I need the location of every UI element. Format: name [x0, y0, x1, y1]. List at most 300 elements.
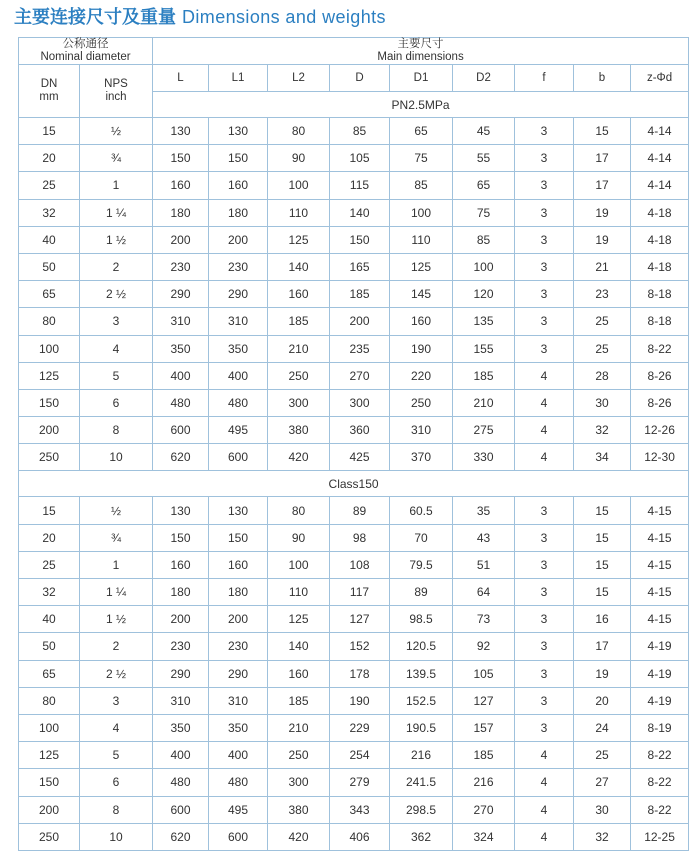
header-row-2 [19, 65, 689, 92]
dn-cell: 65 [19, 281, 80, 308]
column-header: L1 [209, 65, 268, 92]
table-cell: 4-14 [631, 118, 689, 145]
table-cell: 115 [330, 172, 390, 199]
nominal-cn: 公称通径 [62, 38, 109, 50]
table-cell: 4-14 [631, 172, 689, 199]
table-cell: 17 [574, 172, 631, 199]
nps-cell: 10 [80, 444, 153, 471]
table-cell: 160 [268, 660, 330, 687]
table-cell: 27 [574, 769, 631, 796]
dn-cell: 15 [19, 497, 80, 524]
table-cell: 310 [209, 687, 268, 714]
table-cell: 230 [153, 633, 209, 660]
table-cell: 4-19 [631, 687, 689, 714]
table-cell: 150 [209, 145, 268, 172]
table-cell: 420 [268, 823, 330, 850]
table-cell: 98.5 [390, 606, 453, 633]
nps-cell: 3 [80, 308, 153, 335]
table-cell: 495 [209, 417, 268, 444]
nps-unit: inch [105, 91, 127, 103]
table-cell: 4-15 [631, 579, 689, 606]
table-cell: 45 [453, 118, 515, 145]
nps-cell: 1 ¼ [80, 199, 153, 226]
table-cell: 8-18 [631, 308, 689, 335]
table-cell: 350 [153, 335, 209, 362]
table-cell: 130 [209, 118, 268, 145]
column-header: f [515, 65, 574, 92]
table-cell: 290 [153, 660, 209, 687]
table-cell: 165 [330, 253, 390, 280]
table-cell: 140 [330, 199, 390, 226]
table-row [19, 253, 689, 280]
table-cell: 185 [453, 362, 515, 389]
table-cell: 3 [515, 524, 574, 551]
table-cell: 127 [453, 687, 515, 714]
dn-cell: 100 [19, 335, 80, 362]
table-cell: 25 [574, 742, 631, 769]
table-cell: 250 [268, 742, 330, 769]
dn-cell: 250 [19, 444, 80, 471]
table-row [19, 118, 689, 145]
dn-cell: 80 [19, 308, 80, 335]
table-cell: 12-25 [631, 823, 689, 850]
table-cell: 350 [153, 714, 209, 741]
table-cell: 15 [574, 497, 631, 524]
nps-cell: ½ [80, 497, 153, 524]
table-cell: 300 [268, 389, 330, 416]
table-cell: 185 [268, 687, 330, 714]
table-cell: 135 [453, 308, 515, 335]
table-cell: 4-18 [631, 253, 689, 280]
table-cell: 180 [153, 579, 209, 606]
table-cell: 3 [515, 253, 574, 280]
dn-label: DN [40, 78, 58, 90]
table-cell: 73 [453, 606, 515, 633]
table-row [19, 796, 689, 823]
dn-cell: 50 [19, 253, 80, 280]
dn-cell: 200 [19, 417, 80, 444]
nps-cell: ¾ [80, 145, 153, 172]
table-cell: 4-15 [631, 497, 689, 524]
table-cell: 160 [209, 172, 268, 199]
table-cell: 330 [453, 444, 515, 471]
table-cell: 100 [268, 551, 330, 578]
table-cell: 3 [515, 199, 574, 226]
table-cell: 85 [390, 172, 453, 199]
nps-cell: 8 [80, 417, 153, 444]
table-cell: 24 [574, 714, 631, 741]
table-cell: 125 [268, 606, 330, 633]
table-cell: 17 [574, 633, 631, 660]
table-row [19, 823, 689, 850]
table-cell: 150 [153, 524, 209, 551]
column-header: b [574, 65, 631, 92]
table-cell: 4-15 [631, 524, 689, 551]
table-cell: 160 [268, 281, 330, 308]
table-cell: 16 [574, 606, 631, 633]
table-cell: 229 [330, 714, 390, 741]
table-cell: 480 [209, 769, 268, 796]
table-cell: 200 [330, 308, 390, 335]
table-cell: 30 [574, 796, 631, 823]
table-cell: 400 [209, 742, 268, 769]
table-cell: 4 [515, 742, 574, 769]
table-row [19, 687, 689, 714]
table-cell: 152 [330, 633, 390, 660]
table-cell: 270 [453, 796, 515, 823]
table-row [19, 389, 689, 416]
dn-cell: 80 [19, 687, 80, 714]
nps-cell: 8 [80, 796, 153, 823]
table-cell: 150 [330, 226, 390, 253]
table-cell: 4-18 [631, 226, 689, 253]
table-cell: 89 [390, 579, 453, 606]
dn-cell: 32 [19, 199, 80, 226]
table-row [19, 226, 689, 253]
table-cell: 4 [515, 796, 574, 823]
table-cell: 310 [153, 687, 209, 714]
nps-cell: ¾ [80, 524, 153, 551]
table-cell: 8-22 [631, 742, 689, 769]
table-cell: 23 [574, 281, 631, 308]
table-cell: 30 [574, 389, 631, 416]
table-cell: 279 [330, 769, 390, 796]
table-cell: 15 [574, 524, 631, 551]
table-cell: 110 [390, 226, 453, 253]
table-cell: 324 [453, 823, 515, 850]
page-title [14, 3, 386, 31]
table-cell: 4-18 [631, 199, 689, 226]
table-cell: 12-26 [631, 417, 689, 444]
table-cell: 230 [209, 253, 268, 280]
title-en: Dimensions and weights [182, 7, 386, 27]
table-cell: 3 [515, 606, 574, 633]
table-cell: 230 [209, 633, 268, 660]
table-cell: 105 [453, 660, 515, 687]
table-cell: 275 [453, 417, 515, 444]
table-row [19, 199, 689, 226]
dn-cell: 200 [19, 796, 80, 823]
table-cell: 270 [330, 362, 390, 389]
table-cell: 380 [268, 796, 330, 823]
table-cell: 400 [153, 362, 209, 389]
table-cell: 3 [515, 687, 574, 714]
nps-cell: 4 [80, 714, 153, 741]
table-row [19, 524, 689, 551]
table-cell: 85 [330, 118, 390, 145]
table-cell: 8-26 [631, 362, 689, 389]
column-header: D [330, 65, 390, 92]
table-cell: 4 [515, 389, 574, 416]
table-cell: 3 [515, 660, 574, 687]
table-cell: 8-18 [631, 281, 689, 308]
table-cell: 495 [209, 796, 268, 823]
dimensions-table [18, 37, 689, 851]
nps-cell: 1 ¼ [80, 579, 153, 606]
nps-cell: 1 ½ [80, 606, 153, 633]
table-cell: 310 [209, 308, 268, 335]
table-cell: 343 [330, 796, 390, 823]
main-en: Main dimensions [377, 51, 464, 63]
table-cell: 130 [153, 497, 209, 524]
table-cell: 75 [390, 145, 453, 172]
nps-cell: 4 [80, 335, 153, 362]
table-cell: 3 [515, 551, 574, 578]
table-cell: 140 [268, 633, 330, 660]
table-cell: 600 [209, 444, 268, 471]
table-cell: 180 [209, 199, 268, 226]
table-row [19, 660, 689, 687]
table-cell: 8-22 [631, 769, 689, 796]
table-row [19, 362, 689, 389]
table-cell: 220 [390, 362, 453, 389]
nps-cell: 5 [80, 742, 153, 769]
table-cell: 230 [153, 253, 209, 280]
section-label: PN2.5MPa [153, 92, 689, 118]
table-row [19, 281, 689, 308]
table-row [19, 579, 689, 606]
table-cell: 620 [153, 444, 209, 471]
table-cell: 19 [574, 226, 631, 253]
table-cell: 310 [390, 417, 453, 444]
table-cell: 43 [453, 524, 515, 551]
nps-cell: 6 [80, 389, 153, 416]
dn-cell: 25 [19, 172, 80, 199]
table-cell: 35 [453, 497, 515, 524]
table-cell: 4 [515, 823, 574, 850]
table-cell: 250 [390, 389, 453, 416]
table-cell: 600 [153, 796, 209, 823]
table-cell: 139.5 [390, 660, 453, 687]
table-cell: 120.5 [390, 633, 453, 660]
table-cell: 4-19 [631, 660, 689, 687]
table-cell: 19 [574, 199, 631, 226]
table-cell: 4 [515, 769, 574, 796]
dn-cell: 125 [19, 362, 80, 389]
table-cell: 117 [330, 579, 390, 606]
table-cell: 290 [209, 660, 268, 687]
dn-cell: 40 [19, 606, 80, 633]
table-cell: 51 [453, 551, 515, 578]
table-row [19, 633, 689, 660]
table-cell: 110 [268, 199, 330, 226]
nps-cell: 3 [80, 687, 153, 714]
table-cell: 60.5 [390, 497, 453, 524]
table-cell: 4-14 [631, 145, 689, 172]
table-cell: 80 [268, 118, 330, 145]
table-cell: 425 [330, 444, 390, 471]
table-cell: 25 [574, 308, 631, 335]
table-cell: 105 [330, 145, 390, 172]
table-row [19, 769, 689, 796]
table-cell: 254 [330, 742, 390, 769]
table-row [19, 497, 689, 524]
table-cell: 80 [268, 497, 330, 524]
dn-cell: 65 [19, 660, 80, 687]
table-cell: 75 [453, 199, 515, 226]
table-cell: 17 [574, 145, 631, 172]
table-cell: 65 [453, 172, 515, 199]
table-cell: 15 [574, 118, 631, 145]
table-cell: 90 [268, 145, 330, 172]
table-row [19, 742, 689, 769]
table-row [19, 551, 689, 578]
nominal-diameter-header [19, 38, 153, 65]
table-cell: 34 [574, 444, 631, 471]
table-cell: 480 [153, 389, 209, 416]
table-cell: 160 [209, 551, 268, 578]
dn-cell: 20 [19, 145, 80, 172]
table-cell: 3 [515, 335, 574, 362]
dn-cell: 100 [19, 714, 80, 741]
nps-cell: 1 ½ [80, 226, 153, 253]
table-cell: 15 [574, 551, 631, 578]
table-cell: 3 [515, 172, 574, 199]
table-cell: 85 [453, 226, 515, 253]
table-cell: 150 [153, 145, 209, 172]
table-cell: 160 [390, 308, 453, 335]
section-row [19, 471, 689, 497]
table-cell: 3 [515, 714, 574, 741]
nps-header [80, 65, 153, 118]
table-cell: 200 [209, 606, 268, 633]
table-cell: 4 [515, 362, 574, 389]
table-cell: 310 [153, 308, 209, 335]
table-cell: 21 [574, 253, 631, 280]
table-cell: 8-22 [631, 335, 689, 362]
nps-cell: 2 [80, 253, 153, 280]
table-cell: 210 [268, 335, 330, 362]
table-cell: 79.5 [390, 551, 453, 578]
table-cell: 185 [330, 281, 390, 308]
table-cell: 180 [209, 579, 268, 606]
table-cell: 127 [330, 606, 390, 633]
table-cell: 300 [330, 389, 390, 416]
table-cell: 4-15 [631, 606, 689, 633]
table-cell: 235 [330, 335, 390, 362]
table-row [19, 444, 689, 471]
dn-cell: 25 [19, 551, 80, 578]
table-cell: 65 [390, 118, 453, 145]
table-row [19, 145, 689, 172]
table-cell: 185 [453, 742, 515, 769]
table-cell: 298.5 [390, 796, 453, 823]
table-cell: 200 [153, 226, 209, 253]
section-label: Class150 [19, 471, 689, 497]
table-cell: 4-15 [631, 551, 689, 578]
table-cell: 600 [209, 823, 268, 850]
table-cell: 3 [515, 226, 574, 253]
dn-cell: 15 [19, 118, 80, 145]
table-cell: 290 [153, 281, 209, 308]
title-cn: 主要连接尺寸及重量 [14, 7, 176, 28]
dn-cell: 20 [19, 524, 80, 551]
table-cell: 100 [268, 172, 330, 199]
table-cell: 3 [515, 579, 574, 606]
table-cell: 185 [268, 308, 330, 335]
table-cell: 380 [268, 417, 330, 444]
table-cell: 157 [453, 714, 515, 741]
nps-cell: 1 [80, 172, 153, 199]
table-cell: 32 [574, 417, 631, 444]
table-cell: 480 [153, 769, 209, 796]
table-cell: 4-19 [631, 633, 689, 660]
table-cell: 12-30 [631, 444, 689, 471]
table-cell: 190 [390, 335, 453, 362]
header-row-1 [19, 38, 689, 65]
table-cell: 100 [390, 199, 453, 226]
table-row [19, 172, 689, 199]
table-row [19, 308, 689, 335]
table-cell: 200 [153, 606, 209, 633]
table-cell: 4 [515, 417, 574, 444]
table-cell: 216 [453, 769, 515, 796]
table-cell: 3 [515, 281, 574, 308]
dn-header [19, 65, 80, 118]
main-dimensions-header [153, 38, 689, 65]
table-cell: 350 [209, 714, 268, 741]
table-cell: 250 [268, 362, 330, 389]
table-cell: 25 [574, 335, 631, 362]
table-cell: 3 [515, 633, 574, 660]
table-cell: 15 [574, 579, 631, 606]
table-cell: 98 [330, 524, 390, 551]
table-cell: 100 [453, 253, 515, 280]
table-cell: 406 [330, 823, 390, 850]
table-cell: 160 [153, 551, 209, 578]
table-cell: 150 [209, 524, 268, 551]
nps-cell: 5 [80, 362, 153, 389]
table-cell: 3 [515, 145, 574, 172]
table-cell: 210 [268, 714, 330, 741]
nps-cell: 2 ½ [80, 660, 153, 687]
table-cell: 110 [268, 579, 330, 606]
column-header: D1 [390, 65, 453, 92]
table-row [19, 714, 689, 741]
table-cell: 155 [453, 335, 515, 362]
table-cell: 92 [453, 633, 515, 660]
table-cell: 125 [268, 226, 330, 253]
dn-cell: 150 [19, 769, 80, 796]
table-cell: 241.5 [390, 769, 453, 796]
table-cell: 145 [390, 281, 453, 308]
table-cell: 200 [209, 226, 268, 253]
table-cell: 420 [268, 444, 330, 471]
table-row [19, 417, 689, 444]
table-cell: 400 [209, 362, 268, 389]
table-cell: 480 [209, 389, 268, 416]
table-cell: 152.5 [390, 687, 453, 714]
table-cell: 32 [574, 823, 631, 850]
table-cell: 190 [330, 687, 390, 714]
table-cell: 360 [330, 417, 390, 444]
nominal-en: Nominal diameter [40, 51, 131, 63]
table-cell: 3 [515, 308, 574, 335]
table-cell: 8-19 [631, 714, 689, 741]
nps-cell: 1 [80, 551, 153, 578]
table-body [19, 38, 689, 851]
table-cell: 20 [574, 687, 631, 714]
table-cell: 130 [209, 497, 268, 524]
column-header: z-Φd [631, 65, 689, 92]
dn-cell: 250 [19, 823, 80, 850]
nps-cell: 6 [80, 769, 153, 796]
table-cell: 190.5 [390, 714, 453, 741]
nps-cell: 10 [80, 823, 153, 850]
dn-cell: 40 [19, 226, 80, 253]
dn-cell: 50 [19, 633, 80, 660]
table-cell: 3 [515, 118, 574, 145]
